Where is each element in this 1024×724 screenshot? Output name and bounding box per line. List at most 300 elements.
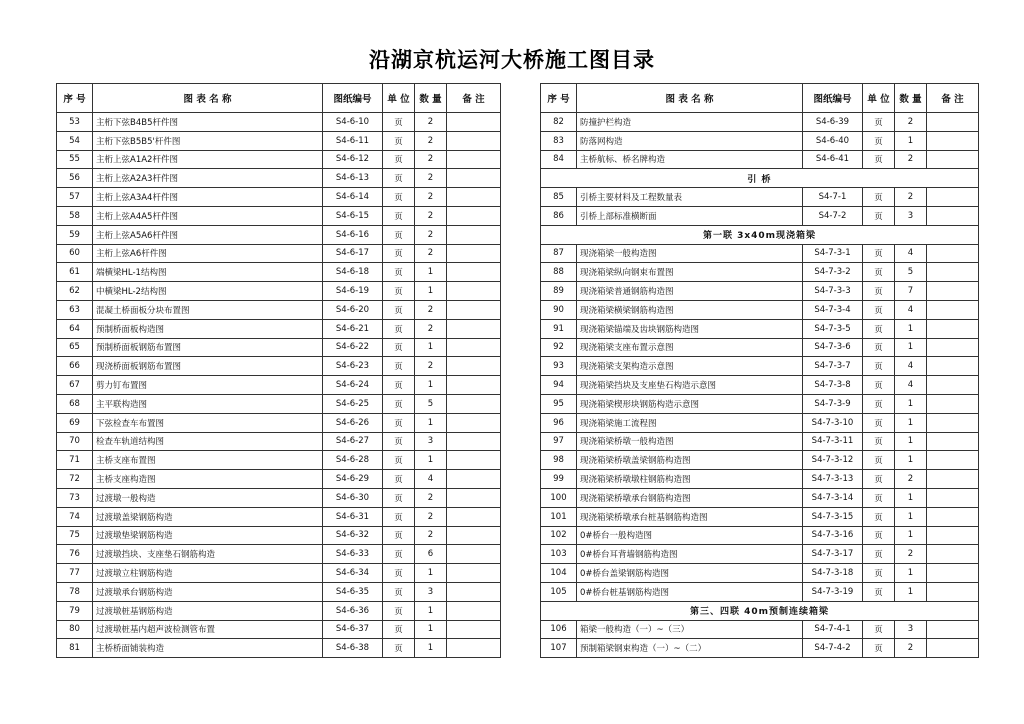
table-row — [57, 282, 501, 301]
cell-seq: 96 — [541, 413, 577, 432]
cell-code: S4-6-24 — [323, 376, 383, 395]
cell-seq: 70 — [57, 432, 93, 451]
cell-seq: 56 — [57, 169, 93, 188]
header-qty: 数 量 — [895, 84, 927, 113]
cell-name: 0#桥台盖梁钢筋构造图 — [577, 564, 803, 583]
cell-qty: 7 — [895, 282, 927, 301]
cell-note — [447, 507, 501, 526]
cell-seq: 101 — [541, 507, 577, 526]
cell-qty: 4 — [895, 244, 927, 263]
cell-qty: 1 — [895, 413, 927, 432]
table-body-left — [57, 113, 501, 658]
cell-name: 现浇箱梁锚端及齿块钢筋构造图 — [577, 319, 803, 338]
cell-name: 预制桥面板钢筋布置图 — [93, 338, 323, 357]
cell-unit: 页 — [863, 582, 895, 601]
cell-name: 0#桥台一般构造图 — [577, 526, 803, 545]
cell-seq: 90 — [541, 300, 577, 319]
cell-name: 现浇箱梁楔形块钢筋构造示意图 — [577, 394, 803, 413]
cell-unit: 页 — [383, 451, 415, 470]
cell-seq: 57 — [57, 188, 93, 207]
table-row — [57, 376, 501, 395]
cell-qty: 2 — [895, 639, 927, 658]
cell-note — [447, 620, 501, 639]
cell-unit: 页 — [863, 620, 895, 639]
cell-note — [927, 564, 979, 583]
cell-note — [927, 488, 979, 507]
cell-qty: 4 — [415, 470, 447, 489]
cell-note — [447, 188, 501, 207]
table-row — [541, 300, 979, 319]
cell-code: S4-6-36 — [323, 601, 383, 620]
cell-qty: 1 — [895, 319, 927, 338]
cell-seq: 58 — [57, 206, 93, 225]
cell-note — [447, 244, 501, 263]
cell-unit: 页 — [383, 150, 415, 169]
table-row — [541, 620, 979, 639]
cell-code: S4-7-2 — [803, 206, 863, 225]
cell-qty: 2 — [415, 319, 447, 338]
header-unit: 单 位 — [383, 84, 415, 113]
cell-unit: 页 — [383, 376, 415, 395]
page-title: 沿湖京杭运河大桥施工图目录 — [369, 47, 655, 72]
cell-unit: 页 — [863, 244, 895, 263]
table-row — [57, 601, 501, 620]
section-row — [541, 169, 979, 188]
table-row — [57, 338, 501, 357]
table-row — [541, 376, 979, 395]
cell-name: 主桁上弦A5A6杆件图 — [93, 225, 323, 244]
cell-code: S4-7-3-16 — [803, 526, 863, 545]
cell-qty: 2 — [415, 488, 447, 507]
cell-seq: 79 — [57, 601, 93, 620]
cell-qty: 5 — [895, 263, 927, 282]
cell-unit: 页 — [383, 357, 415, 376]
cell-note — [927, 376, 979, 395]
cell-code: S4-6-25 — [323, 394, 383, 413]
cell-name: 现浇箱梁桥墩一般构造图 — [577, 432, 803, 451]
cell-qty: 1 — [415, 282, 447, 301]
cell-note — [927, 263, 979, 282]
cell-qty: 2 — [895, 545, 927, 564]
cell-seq: 87 — [541, 244, 577, 263]
cell-qty: 3 — [415, 432, 447, 451]
cell-note — [927, 300, 979, 319]
cell-unit: 页 — [863, 488, 895, 507]
cell-code: S4-6-41 — [803, 150, 863, 169]
cell-code: S4-7-3-14 — [803, 488, 863, 507]
cell-seq: 106 — [541, 620, 577, 639]
cell-note — [447, 582, 501, 601]
cell-unit: 页 — [383, 169, 415, 188]
cell-seq: 63 — [57, 300, 93, 319]
cell-code: S4-6-22 — [323, 338, 383, 357]
cell-qty: 2 — [415, 357, 447, 376]
cell-code: S4-7-3-5 — [803, 319, 863, 338]
table-row — [541, 507, 979, 526]
cell-name: 中横梁HL-2结构图 — [93, 282, 323, 301]
cell-seq: 76 — [57, 545, 93, 564]
table-row — [57, 639, 501, 658]
cell-name: 过渡墩挡块、支座垫石钢筋构造 — [93, 545, 323, 564]
directory-table-right — [540, 83, 979, 658]
cell-seq: 105 — [541, 582, 577, 601]
cell-qty: 5 — [415, 394, 447, 413]
cell-code: S4-7-3-7 — [803, 357, 863, 376]
table-row — [57, 244, 501, 263]
table-row — [57, 319, 501, 338]
cell-unit: 页 — [383, 338, 415, 357]
table-row — [541, 488, 979, 507]
cell-note — [447, 150, 501, 169]
cell-code: S4-6-35 — [323, 582, 383, 601]
cell-seq: 68 — [57, 394, 93, 413]
cell-seq: 103 — [541, 545, 577, 564]
cell-name: 过渡墩桩基钢筋构造 — [93, 601, 323, 620]
cell-name: 现浇箱梁桥墩墩柱钢筋构造图 — [577, 470, 803, 489]
cell-unit: 页 — [383, 206, 415, 225]
cell-name: 0#桥台桩基钢筋构造图 — [577, 582, 803, 601]
table-row — [57, 488, 501, 507]
cell-qty: 6 — [415, 545, 447, 564]
cell-qty: 2 — [415, 150, 447, 169]
cell-code: S4-7-3-2 — [803, 263, 863, 282]
cell-qty: 1 — [415, 376, 447, 395]
cell-seq: 89 — [541, 282, 577, 301]
table-row — [57, 507, 501, 526]
cell-qty: 1 — [895, 507, 927, 526]
header-qty: 数 量 — [415, 84, 447, 113]
header-seq: 序 号 — [57, 84, 93, 113]
cell-qty: 1 — [415, 620, 447, 639]
header-name: 图 表 名 称 — [93, 84, 323, 113]
cell-note — [447, 300, 501, 319]
cell-seq: 74 — [57, 507, 93, 526]
cell-name: 现浇箱梁桥墩承台桩基钢筋构造图 — [577, 507, 803, 526]
section-title: 第三、四联 40m预制连续箱梁 — [541, 601, 979, 620]
cell-code: S4-6-17 — [323, 244, 383, 263]
cell-code: S4-6-15 — [323, 206, 383, 225]
cell-code: S4-6-10 — [323, 113, 383, 132]
header-name: 图 表 名 称 — [577, 84, 803, 113]
cell-code: S4-7-4-2 — [803, 639, 863, 658]
header-unit: 单 位 — [863, 84, 895, 113]
cell-note — [927, 282, 979, 301]
table-row — [57, 150, 501, 169]
cell-qty: 2 — [415, 225, 447, 244]
cell-code: S4-7-3-18 — [803, 564, 863, 583]
table-row — [541, 526, 979, 545]
cell-seq: 100 — [541, 488, 577, 507]
cell-note — [927, 150, 979, 169]
cell-unit: 页 — [863, 338, 895, 357]
cell-qty: 2 — [415, 131, 447, 150]
cell-name: 端横梁HL-1结构图 — [93, 263, 323, 282]
table-row — [541, 582, 979, 601]
cell-code: S4-7-3-10 — [803, 413, 863, 432]
cell-note — [927, 338, 979, 357]
cell-code: S4-7-3-1 — [803, 244, 863, 263]
table-row — [541, 564, 979, 583]
table-row — [541, 338, 979, 357]
cell-seq: 86 — [541, 206, 577, 225]
cell-name: 主桥航标、桥名牌构造 — [577, 150, 803, 169]
cell-unit: 页 — [863, 113, 895, 132]
cell-unit: 页 — [863, 150, 895, 169]
cell-name: 现浇箱梁挡块及支座垫石构造示意图 — [577, 376, 803, 395]
table-row — [541, 470, 979, 489]
cell-unit: 页 — [383, 413, 415, 432]
cell-note — [447, 131, 501, 150]
cell-seq: 92 — [541, 338, 577, 357]
cell-unit: 页 — [383, 507, 415, 526]
cell-qty: 1 — [415, 263, 447, 282]
cell-qty: 1 — [415, 413, 447, 432]
cell-note — [927, 131, 979, 150]
cell-note — [447, 639, 501, 658]
cell-code: S4-6-28 — [323, 451, 383, 470]
cell-code: S4-6-30 — [323, 488, 383, 507]
cell-name: 现浇箱梁桥墩盖梁钢筋构造图 — [577, 451, 803, 470]
cell-seq: 95 — [541, 394, 577, 413]
cell-unit: 页 — [383, 620, 415, 639]
cell-qty: 2 — [895, 188, 927, 207]
section-row — [541, 225, 979, 244]
cell-name: 箱梁一般构造（一）~（三） — [577, 620, 803, 639]
cell-qty: 1 — [415, 601, 447, 620]
cell-qty: 1 — [895, 394, 927, 413]
cell-qty: 1 — [415, 451, 447, 470]
table-row — [57, 169, 501, 188]
cell-seq: 93 — [541, 357, 577, 376]
cell-qty: 1 — [895, 564, 927, 583]
cell-note — [447, 225, 501, 244]
cell-name: 主桥桥面铺装构造 — [93, 639, 323, 658]
cell-qty: 1 — [895, 338, 927, 357]
cell-code: S4-6-38 — [323, 639, 383, 658]
cell-code: S4-7-3-8 — [803, 376, 863, 395]
cell-seq: 59 — [57, 225, 93, 244]
table-row — [541, 432, 979, 451]
cell-note — [927, 188, 979, 207]
cell-seq: 83 — [541, 131, 577, 150]
cell-seq: 66 — [57, 357, 93, 376]
cell-seq: 102 — [541, 526, 577, 545]
cell-name: 下弦检查车布置图 — [93, 413, 323, 432]
cell-note — [447, 545, 501, 564]
cell-code: S4-7-3-4 — [803, 300, 863, 319]
cell-code: S4-7-3-6 — [803, 338, 863, 357]
cell-unit: 页 — [383, 319, 415, 338]
cell-qty: 1 — [895, 526, 927, 545]
cell-unit: 页 — [383, 564, 415, 583]
cell-name: 过渡墩桩基内超声波检测管布置 — [93, 620, 323, 639]
cell-code: S4-7-3-3 — [803, 282, 863, 301]
cell-seq: 80 — [57, 620, 93, 639]
table-row — [57, 394, 501, 413]
table-row — [57, 545, 501, 564]
cell-note — [447, 113, 501, 132]
cell-name: 主桁上弦A3A4杆件图 — [93, 188, 323, 207]
cell-unit: 页 — [383, 394, 415, 413]
cell-seq: 91 — [541, 319, 577, 338]
cell-code: S4-7-3-17 — [803, 545, 863, 564]
cell-code: S4-6-32 — [323, 526, 383, 545]
cell-name: 过渡墩垫梁钢筋构造 — [93, 526, 323, 545]
cell-seq: 73 — [57, 488, 93, 507]
cell-seq: 98 — [541, 451, 577, 470]
cell-note — [927, 244, 979, 263]
cell-qty: 4 — [895, 357, 927, 376]
cell-note — [447, 488, 501, 507]
cell-name: 过渡墩一般构造 — [93, 488, 323, 507]
cell-note — [447, 319, 501, 338]
table-row — [541, 206, 979, 225]
cell-code: S4-6-40 — [803, 131, 863, 150]
cell-name: 现浇箱梁普通钢筋构造图 — [577, 282, 803, 301]
table-row — [541, 188, 979, 207]
cell-note — [447, 206, 501, 225]
cell-code: S4-7-3-11 — [803, 432, 863, 451]
table-row — [57, 451, 501, 470]
cell-unit: 页 — [383, 601, 415, 620]
table-row — [57, 188, 501, 207]
cell-note — [927, 639, 979, 658]
cell-name: 防撞护栏构造 — [577, 113, 803, 132]
cell-name: 主桁下弦B4B5杆件图 — [93, 113, 323, 132]
cell-qty: 1 — [415, 564, 447, 583]
cell-name: 现浇箱梁支架构造示意图 — [577, 357, 803, 376]
table-row — [57, 582, 501, 601]
cell-code: S4-6-20 — [323, 300, 383, 319]
table-row — [541, 413, 979, 432]
cell-code: S4-7-1 — [803, 188, 863, 207]
cell-name: 引桥上部标准横断面 — [577, 206, 803, 225]
cell-name: 主桁下弦B5B5'杆件图 — [93, 131, 323, 150]
table-row — [57, 263, 501, 282]
cell-code: S4-6-12 — [323, 150, 383, 169]
cell-name: 主桁上弦A1A2杆件图 — [93, 150, 323, 169]
cell-code: S4-6-11 — [323, 131, 383, 150]
cell-unit: 页 — [383, 263, 415, 282]
cell-qty: 1 — [895, 488, 927, 507]
cell-name: 过渡墩立柱钢筋构造 — [93, 564, 323, 583]
cell-code: S4-6-21 — [323, 319, 383, 338]
cell-seq: 67 — [57, 376, 93, 395]
cell-seq: 77 — [57, 564, 93, 583]
cell-unit: 页 — [863, 188, 895, 207]
header-code: 图纸编号 — [803, 84, 863, 113]
cell-code: S4-6-27 — [323, 432, 383, 451]
cell-note — [927, 507, 979, 526]
cell-note — [447, 282, 501, 301]
table-row — [541, 357, 979, 376]
cell-code: S4-6-23 — [323, 357, 383, 376]
header-note: 备 注 — [927, 84, 979, 113]
cell-code: S4-7-3-15 — [803, 507, 863, 526]
cell-code: S4-6-34 — [323, 564, 383, 583]
cell-note — [447, 263, 501, 282]
cell-note — [447, 451, 501, 470]
cell-note — [927, 357, 979, 376]
cell-seq: 82 — [541, 113, 577, 132]
cell-seq: 54 — [57, 131, 93, 150]
table-row — [57, 300, 501, 319]
cell-note — [447, 526, 501, 545]
cell-qty: 2 — [415, 507, 447, 526]
table-row — [57, 413, 501, 432]
cell-seq: 75 — [57, 526, 93, 545]
table-row — [541, 113, 979, 132]
cell-unit: 页 — [863, 357, 895, 376]
cell-qty: 2 — [415, 188, 447, 207]
cell-seq: 64 — [57, 319, 93, 338]
cell-name: 防落网构造 — [577, 131, 803, 150]
cell-seq: 61 — [57, 263, 93, 282]
cell-unit: 页 — [863, 564, 895, 583]
cell-unit: 页 — [863, 432, 895, 451]
cell-note — [447, 376, 501, 395]
table-row — [541, 394, 979, 413]
cell-name: 主桁上弦A2A3杆件图 — [93, 169, 323, 188]
cell-note — [927, 582, 979, 601]
table-body-right — [541, 113, 979, 658]
cell-qty: 1 — [415, 639, 447, 658]
cell-seq: 99 — [541, 470, 577, 489]
cell-unit: 页 — [383, 300, 415, 319]
cell-note — [927, 113, 979, 132]
cell-unit: 页 — [863, 526, 895, 545]
cell-code: S4-7-3-19 — [803, 582, 863, 601]
cell-code: S4-7-4-1 — [803, 620, 863, 639]
cell-qty: 2 — [415, 300, 447, 319]
cell-note — [447, 601, 501, 620]
header-note: 备 注 — [447, 84, 501, 113]
cell-name: 现浇箱梁纵向钢束布置图 — [577, 263, 803, 282]
cell-note — [927, 206, 979, 225]
cell-qty: 3 — [415, 582, 447, 601]
table-row — [57, 131, 501, 150]
table-row — [57, 432, 501, 451]
cell-note — [927, 470, 979, 489]
cell-unit: 页 — [383, 244, 415, 263]
cell-unit: 页 — [863, 470, 895, 489]
cell-note — [447, 338, 501, 357]
cell-code: S4-6-31 — [323, 507, 383, 526]
cell-note — [447, 432, 501, 451]
cell-name: 过渡墩盖梁钢筋构造 — [93, 507, 323, 526]
table-row — [541, 131, 979, 150]
cell-seq: 94 — [541, 376, 577, 395]
cell-code: S4-6-14 — [323, 188, 383, 207]
cell-seq: 84 — [541, 150, 577, 169]
cell-code: S4-6-13 — [323, 169, 383, 188]
cell-seq: 104 — [541, 564, 577, 583]
table-row — [57, 620, 501, 639]
cell-seq: 88 — [541, 263, 577, 282]
cell-name: 剪力钉布置图 — [93, 376, 323, 395]
section-row — [541, 601, 979, 620]
table-row — [541, 451, 979, 470]
table-row — [541, 150, 979, 169]
cell-note — [447, 564, 501, 583]
cell-seq: 107 — [541, 639, 577, 658]
table-row — [57, 206, 501, 225]
cell-name: 混凝土桥面板分块布置图 — [93, 300, 323, 319]
cell-unit: 页 — [863, 394, 895, 413]
cell-qty: 2 — [895, 150, 927, 169]
cell-unit: 页 — [383, 113, 415, 132]
cell-seq: 53 — [57, 113, 93, 132]
